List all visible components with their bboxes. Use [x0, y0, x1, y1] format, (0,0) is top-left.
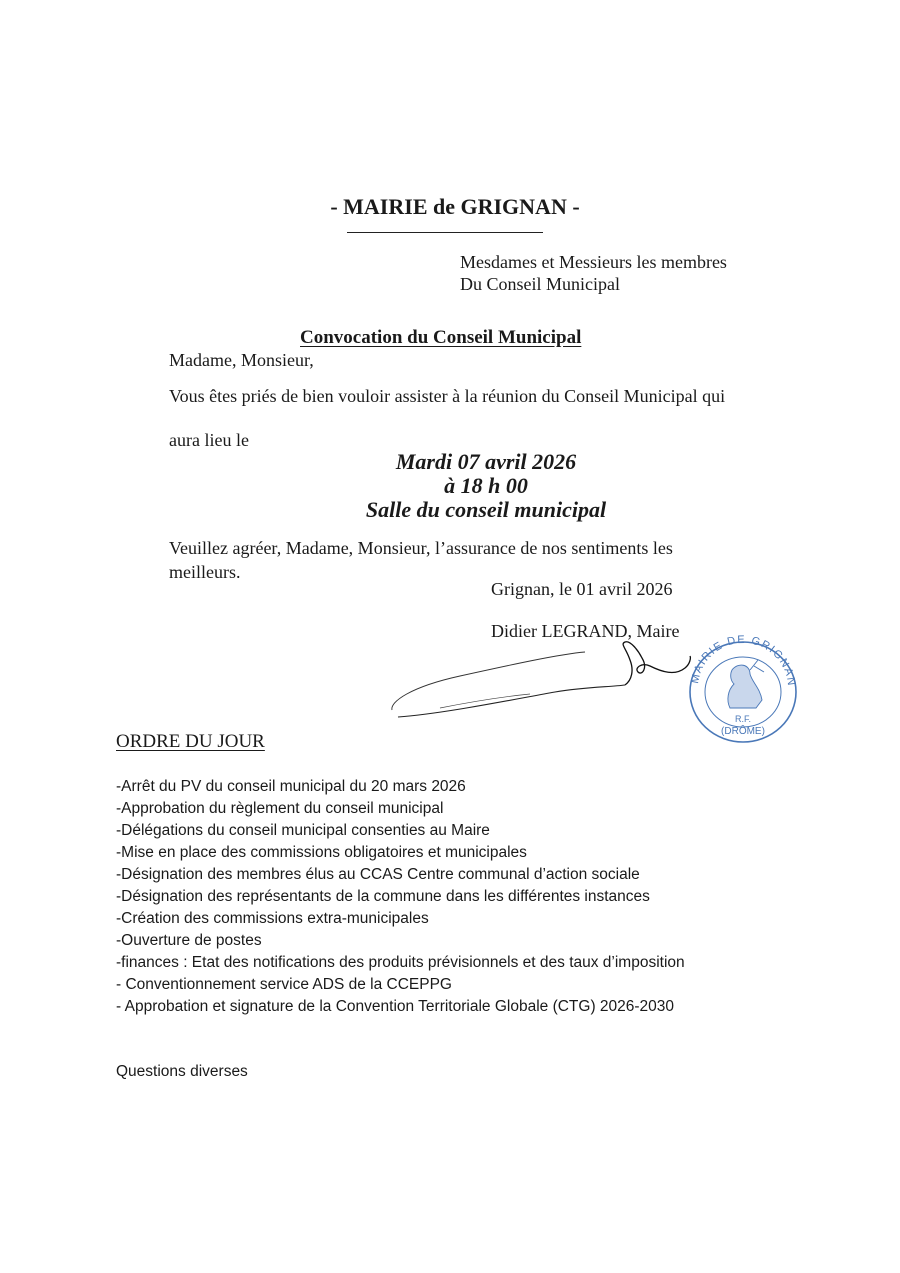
agenda-item: -Création des commissions extra-municipales	[116, 910, 429, 927]
agenda-item: -Mise en place des commissions obligatoires et municipales	[116, 844, 527, 861]
stamp-center-text: R.F.	[734, 714, 752, 724]
agenda-item: - Approbation et signature de la Convention Territoriale Globale (CTG) 2026-2030	[116, 998, 675, 1015]
stamp-ring-text: MAIRIE DE GRIGNAN	[689, 633, 798, 688]
agenda-list	[116, 776, 685, 1018]
closing-line-1: Veuillez agréer, Madame, Monsieur, l’assurance de nos sentiments les	[169, 538, 673, 558]
agenda-item: -Arrêt du PV du conseil municipal du 20 mars 2026	[116, 778, 466, 795]
body-line-1: Vous êtes priés de bien vouloir assister à la réunion du Conseil Municipal qui	[169, 386, 726, 406]
agenda-item: -Approbation du règlement du conseil municipal	[116, 800, 444, 817]
recipient-line-2: Du Conseil Municipal	[460, 274, 620, 294]
salutation: Madame, Monsieur,	[169, 350, 314, 370]
mairie-stamp	[680, 630, 805, 745]
agenda-item: -finances : Etat des notifications des produits prévisionnels et des taux d’imposition	[116, 954, 685, 971]
recipient-line-1: Mesdames et Messieurs les membres	[460, 252, 727, 272]
body-line-2: aura lieu le	[169, 430, 249, 450]
closing-line-2: meilleurs.	[169, 562, 241, 582]
meeting-time: à 18 h 00	[444, 473, 528, 498]
agenda-item: -Ouverture de postes	[116, 932, 262, 949]
signatory-name: Didier LEGRAND, Maire	[491, 621, 680, 641]
stamp-bottom-text: (DRÔME)	[721, 726, 765, 737]
meeting-place: Salle du conseil municipal	[365, 497, 607, 522]
meeting-date: Mardi 07 avril 2026	[395, 449, 577, 474]
signature-image	[380, 632, 720, 722]
place-and-date: Grignan, le 01 avril 2026	[491, 579, 673, 599]
agenda-item: - Conventionnement service ADS de la CCEPPG	[116, 976, 452, 993]
header-divider	[347, 232, 543, 233]
agenda-item: -Désignation des représentants de la commune dans les différentes instances	[116, 888, 650, 905]
header-title: - MAIRIE de GRIGNAN -	[330, 194, 580, 219]
agenda-item: -Délégations du conseil municipal consenties au Maire	[116, 822, 490, 839]
agenda-title: ORDRE DU JOUR	[116, 731, 265, 752]
misc-questions: Questions diverses	[116, 1063, 248, 1080]
convocation-title: Convocation du Conseil Municipal	[300, 327, 582, 348]
agenda-item: -Désignation des membres élus au CCAS Centre communal d’action sociale	[116, 866, 640, 883]
